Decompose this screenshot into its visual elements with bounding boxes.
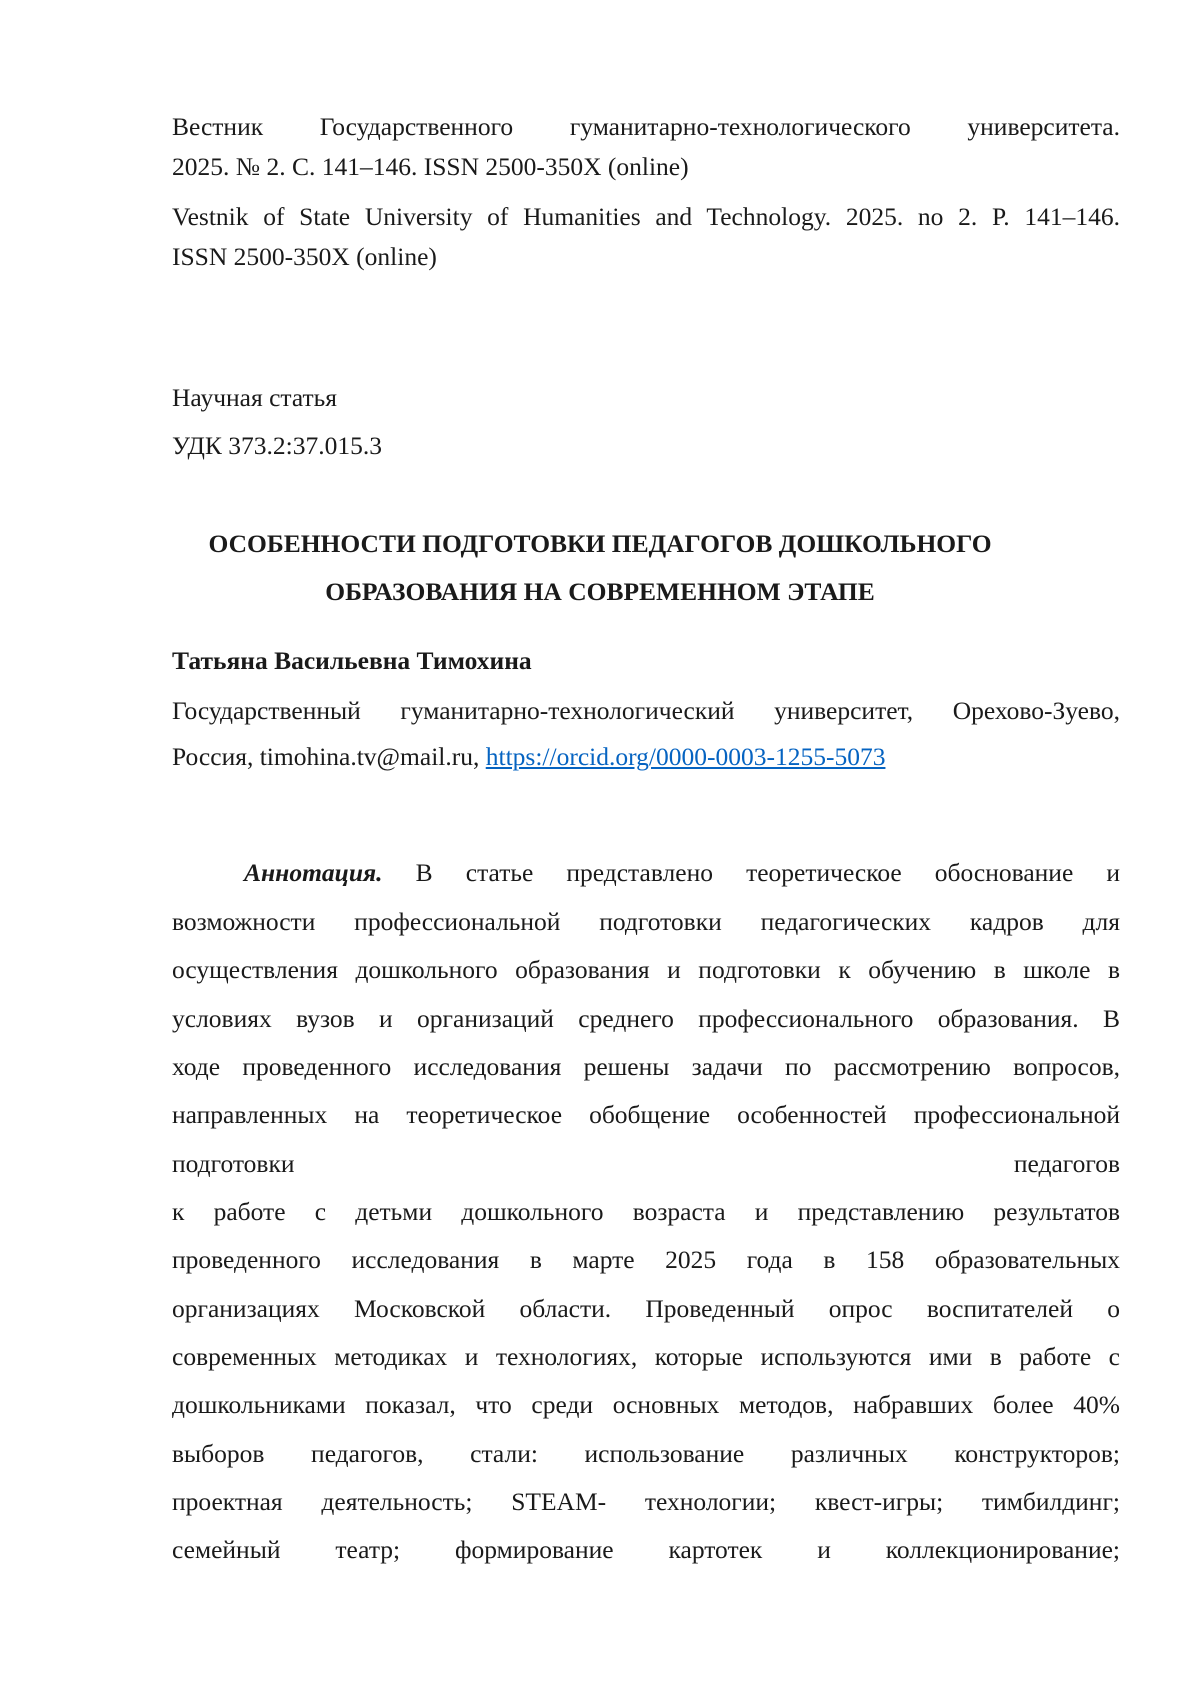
- author-country-email: Россия, timohina.tv@mail.ru,: [172, 742, 479, 771]
- citation-en-line1: Vestnik of State University of Humanities and Technology. 2025. no 2. P. 141–146.: [172, 200, 1120, 234]
- abstract-line: условиях вузов и организаций среднего профессионального образования. В: [172, 1002, 1120, 1036]
- abstract-line: осуществления дошкольного образования и подготовки к обучению в школе в: [172, 953, 1120, 987]
- abstract-line: направленных на теоретическое обобщение особенностей профессиональной: [172, 1098, 1120, 1132]
- abstract-line-0: В статье представлено теоретическое обоснование и: [416, 858, 1120, 887]
- udc-code: УДК 373.2:37.015.3: [172, 429, 1120, 463]
- citation-ru-line2: 2025. № 2. С. 141–146. ISSN 2500-350X (online): [172, 150, 1120, 184]
- author-name: Татьяна Васильевна Тимохина: [172, 644, 1120, 678]
- abstract-line: ходе проведенного исследования решены задачи по рассмотрению вопросов,: [172, 1050, 1120, 1084]
- abstract-first-line: [172, 856, 1120, 890]
- article-type: Научная статья: [172, 381, 1120, 415]
- abstract-line: к работе с детьми дошкольного возраста и представлению результатов: [172, 1195, 1120, 1229]
- orcid-link[interactable]: https://orcid.org/0000-0003-1255-5073: [486, 742, 886, 771]
- abstract-line: проектная деятельность; STEAM- технологии; квест-игры; тимбилдинг;: [172, 1485, 1120, 1519]
- article-title-line1: ОСОБЕННОСТИ ПОДГОТОВКИ ПЕДАГОГОВ ДОШКОЛЬНОГО: [0, 527, 1200, 561]
- abstract-line: проведенного исследования в марте 2025 года в 158 образовательных: [172, 1243, 1120, 1277]
- citation-ru-line1: Вестник Государственного гуманитарно-технологического университета.: [172, 110, 1120, 144]
- abstract-line: возможности профессиональной подготовки педагогических кадров для: [172, 905, 1120, 939]
- abstract-line: подготовки педагогов: [172, 1147, 1120, 1181]
- article-page: [0, 0, 1200, 1697]
- abstract-line: семейный театр; формирование картотек и коллекционирование;: [172, 1533, 1120, 1567]
- abstract-label: Аннотация.: [244, 858, 383, 887]
- article-title-line2: ОБРАЗОВАНИЯ НА СОВРЕМЕННОМ ЭТАПЕ: [0, 575, 1200, 609]
- author-contact: [172, 740, 1120, 774]
- citation-en-line2: ISSN 2500-350X (online): [172, 240, 1120, 274]
- abstract-line: современных методиках и технологиях, которые используются ими в работе с: [172, 1340, 1120, 1374]
- abstract-line: организациях Московской области. Проведенный опрос воспитателей о: [172, 1292, 1120, 1326]
- abstract-line: дошкольниками показал, что среди основных методов, набравших более 40%: [172, 1388, 1120, 1422]
- author-affiliation: Государственный гуманитарно-технологический университет, Орехово-Зуево,: [172, 694, 1120, 728]
- abstract-line: выборов педагогов, стали: использование различных конструкторов;: [172, 1437, 1120, 1471]
